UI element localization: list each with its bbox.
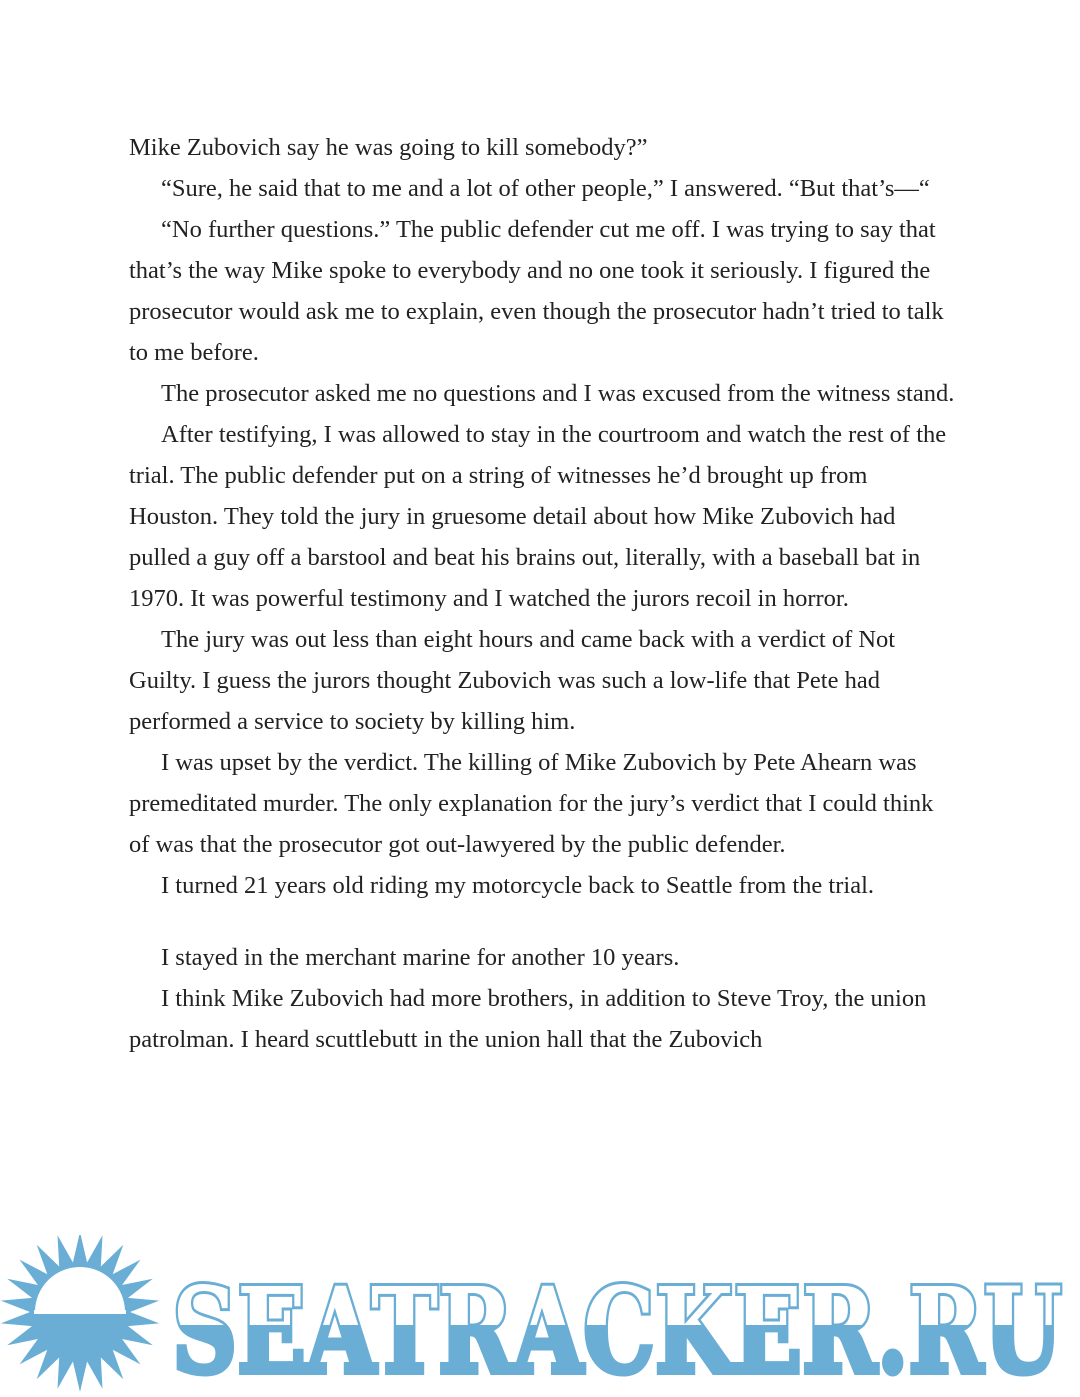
paragraph: I turned 21 years old riding my motorcycle back to Seattle from the trial.	[161, 872, 875, 899]
paragraph: Mike Zubovich say he was going to kill somebody?”	[129, 134, 648, 161]
paragraph: The prosecutor asked me no questions and I was excused from the witness stand.	[161, 380, 955, 407]
paragraph: I was upset by the verdict. The killing of Mike Zubovich by Pete Ahearn was premeditated murder. The only explanation for the jury’s verdict that I could think of was that the prosecutor got out-lawyered by the public defender.	[129, 749, 934, 858]
watermark	[0, 1235, 1080, 1397]
watermark-text: SEATRACKER.RU	[172, 1261, 1062, 1397]
paragraph: The jury was out less than eight hours and came back with a verdict of Not Guilty. I guess the jurors thought Zubovich was such a low-life that Pete had performed a service to society by killing him.	[129, 626, 896, 735]
sun-icon	[1, 1235, 159, 1392]
document-body	[129, 127, 959, 1060]
paragraph: I stayed in the merchant marine for another 10 years.	[161, 944, 680, 971]
paragraph: “No further questions.” The public defender cut me off. I was trying to say that that’s the way Mike spoke to everybody and no one took it seriously. I figured the prosecutor would ask me to explain, even though the prosecutor hadn’t tried to talk to me before.	[129, 216, 944, 366]
paragraph: “Sure, he said that to me and a lot of other people,” I answered. “But that’s—“	[161, 175, 930, 202]
paragraph: After testifying, I was allowed to stay in the courtroom and watch the rest of the trial. The public defender put on a string of witnesses he’d brought up from Houston. They told the jury in gruesome detail about how Mike Zubovich had pulled a guy off a barstool and beat his brains out, literally, with a baseball bat in 1970. It was powerful testimony and I watched the jurors recoil in horror.	[129, 421, 947, 612]
paragraph: I think Mike Zubovich had more brothers, in addition to Steve Troy, the union patrolman. I heard scuttlebutt in the union hall that the Zubovich	[129, 985, 927, 1053]
